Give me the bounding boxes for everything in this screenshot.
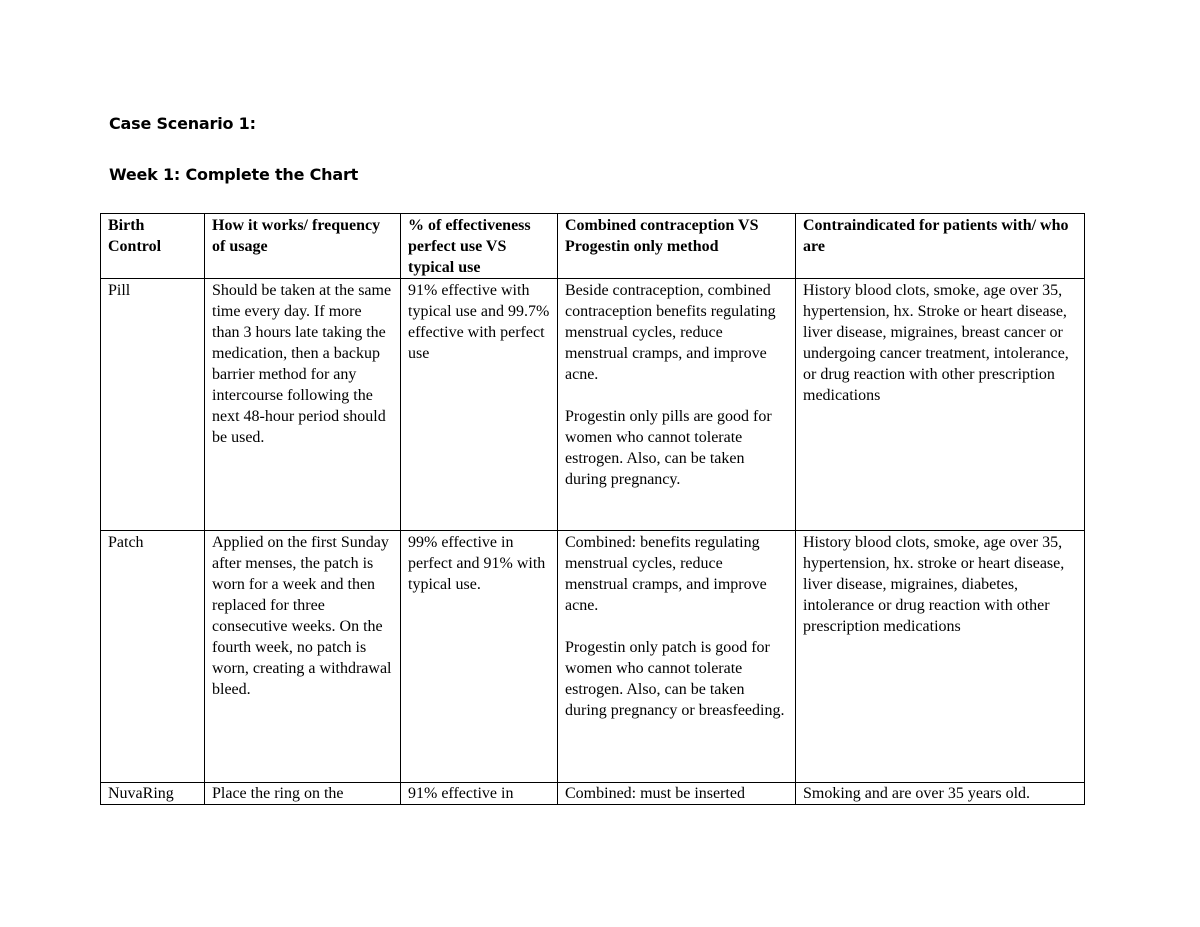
cell-paragraph: Progestin only pills are good for women who cannot tolerate estrogen. Also, can be taken during pregnancy. [565,408,772,488]
cell-paragraph: Progestin only patch is good for women who cannot tolerate estrogen. Also, can be taken during pregnancy or breasfeeding. [565,639,785,719]
cell-method: Patch [101,531,205,783]
birth-control-chart [100,213,1085,805]
header-how-it-works: How it works/ frequency of usage [205,214,401,279]
cell-method: Pill [101,279,205,531]
cell-contraindications: History blood clots, smoke, age over 35, hypertension, hx. stroke or heart disease, liver disease, migraines, diabetes, intolerance or drug reaction with other prescription medications [796,531,1085,783]
header-effectiveness: % of effectiveness perfect use VS typical use [401,214,558,279]
table-row [101,279,1085,531]
cell-effectiveness: 99% effective in perfect and 91% with typical use. [401,531,558,783]
table-header-row [101,214,1085,279]
cell-paragraph: Combined: benefits regulating menstrual cycles, reduce menstrual cramps, and improve acne. [565,534,767,614]
case-scenario-title: Case Scenario 1: [109,114,256,133]
header-combined-vs-progestin: Combined contraception VS Progestin only method [558,214,796,279]
cell-contraindications: Smoking and are over 35 years old. [796,783,1085,805]
cell-combined-vs-progestin [558,531,796,783]
cell-paragraph: Beside contraception, combined contraception benefits regulating menstrual cycles, reduce menstrual cramps, and improve acne. [565,282,776,383]
cell-method: NuvaRing [101,783,205,805]
week-title: Week 1: Complete the Chart [109,165,359,184]
cell-how: Applied on the first Sunday after menses, the patch is worn for a week and then replaced for three consecutive weeks. On the fourth week, no patch is worn, creating a withdrawal bleed. [205,531,401,783]
table-row [101,531,1085,783]
header-contraindications: Contraindicated for patients with/ who are [796,214,1085,279]
cell-effectiveness: 91% effective in [401,783,558,805]
header-birth-control: Birth Control [101,214,205,279]
table-row [101,783,1085,805]
cell-contraindications: History blood clots, smoke, age over 35, hypertension, hx. Stroke or heart disease, liver disease, migraines, breast cancer or undergoing cancer treatment, intolerance, or drug reaction with other prescription medications [796,279,1085,531]
cell-effectiveness: 91% effective with typical use and 99.7% effective with perfect use [401,279,558,531]
cell-combined-vs-progestin [558,279,796,531]
cell-how: Should be taken at the same time every day. If more than 3 hours late taking the medication, then a backup barrier method for any intercourse following the next 48-hour period should be used. [205,279,401,531]
cell-paragraph: Combined: must be inserted [565,785,745,802]
cell-how: Place the ring on the [205,783,401,805]
cell-combined-vs-progestin [558,783,796,805]
